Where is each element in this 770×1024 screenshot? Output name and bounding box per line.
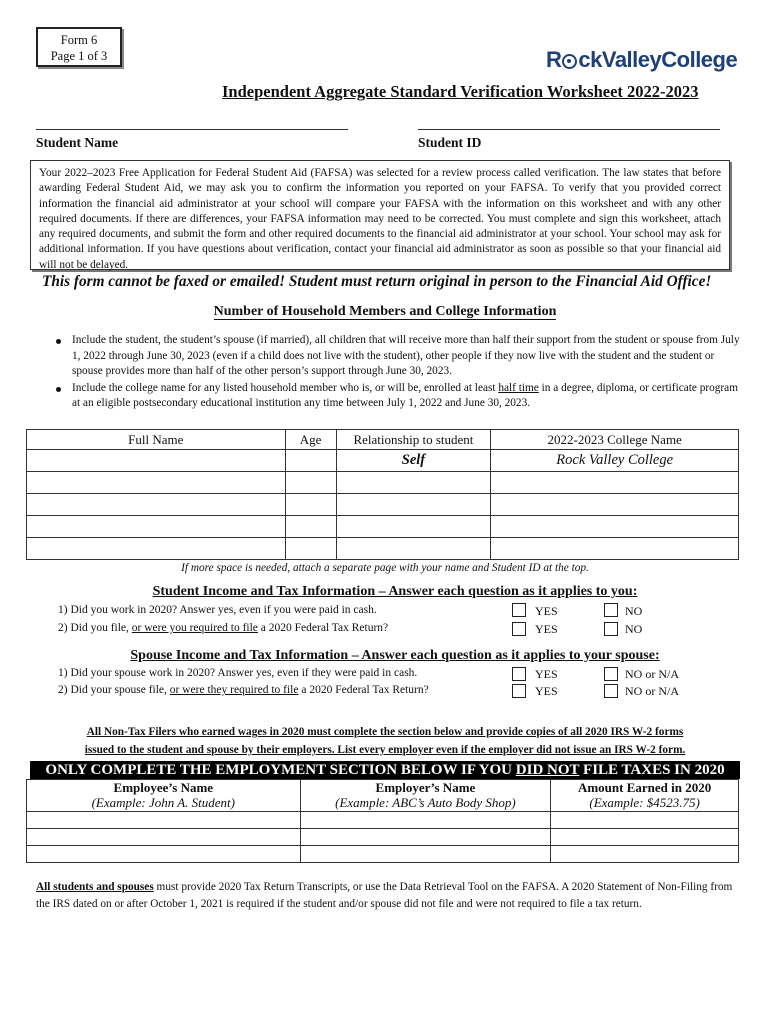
household-heading (0, 304, 770, 320)
warning-message: This form cannot be faxed or emailed! Student must return original in person to the Financial Aid Office! (42, 273, 712, 290)
household-note: If more space is needed, attach a separate page with your name and Student ID at the top. (181, 562, 589, 574)
table-header-row (27, 430, 739, 450)
student-id-label: Student ID (418, 135, 482, 150)
employment-section-banner (30, 761, 740, 779)
column-header-relationship: Relationship to student (336, 430, 491, 450)
employment-table (26, 779, 739, 863)
employer-name-cell[interactable] (300, 829, 551, 846)
student-question-1: 1) Did you work in 2020? Answer yes, even if you were paid in cash. (58, 604, 377, 616)
age-cell[interactable] (285, 472, 336, 494)
yes-label: YES (535, 604, 558, 618)
question-text: 2) Did you file, (58, 622, 132, 634)
amount-cell[interactable] (551, 829, 739, 846)
no-label: NO (625, 604, 643, 618)
bullet-icon (56, 339, 61, 344)
column-header-full-name: Full Name (27, 430, 286, 450)
employee-name-cell[interactable] (27, 829, 301, 846)
full-name-cell[interactable] (27, 494, 286, 516)
student-q1-yes-checkbox[interactable] (512, 603, 526, 617)
spouse-income-heading: Spouse Income and Tax Information – Answer each question as it applies to your spouse: (130, 648, 660, 663)
yes-label: YES (535, 667, 558, 681)
student-id-field[interactable] (418, 129, 720, 130)
logo-o-icon (562, 54, 577, 69)
table-row (27, 516, 739, 538)
table-row (27, 846, 739, 863)
age-cell[interactable] (285, 538, 336, 560)
yes-label: YES (535, 622, 558, 636)
logo-text-rest: ckValleyCollege (578, 47, 738, 72)
college-cell[interactable]: Rock Valley College (491, 450, 739, 472)
amount-header-label: Amount Earned in 2020 (577, 780, 712, 795)
amount-example: (Example: $4523.75) (589, 795, 700, 810)
spouse-q1-yes-checkbox[interactable] (512, 667, 526, 681)
question-text-underlined: or were they required to file (169, 684, 299, 696)
bullet-text: in a degree, diploma, or certificate program at an eligible postsecondary educational institution any time between July 1, 2022 and June 30, 2023. (72, 381, 738, 409)
column-header-amount (551, 780, 739, 812)
relationship-cell[interactable]: Self (336, 450, 491, 472)
employee-name-cell[interactable] (27, 846, 301, 863)
column-header-employee (27, 780, 301, 812)
table-row (27, 472, 739, 494)
spouse-q1-no-checkbox[interactable] (604, 667, 618, 681)
question-text: 2) Did your spouse file, (58, 684, 170, 696)
table-row (27, 538, 739, 560)
intro-text-box: Your 2022–2023 Free Application for Federal Student Aid (FAFSA) was selected for a review process called verification. The law states that before awarding Federal Student Aid, we may ask you to confirm the information you reported on your FAFSA. To verify that you provided correct information the financial aid administrator at your school will compare your FAFSA with the information on this worksheet and with any other required documents. If there are differences, your FAFSA information may need to be corrected. You must complete and sign this worksheet, attach any required documents, and submit the form and other required documents to the financial aid administrator at your school. Your school may ask for additional information. If you have questions about verification, contact your financial aid administrator as soon as possible so that your financial aid will not be delayed. (30, 160, 730, 270)
college-logo (546, 47, 737, 73)
employer-name-cell[interactable] (300, 812, 551, 829)
form-number: Form 6 (60, 33, 98, 47)
form-number-box (36, 27, 122, 67)
banner-text: FILE TAXES IN 2020 (579, 762, 725, 778)
spouse-question-2 (58, 684, 429, 696)
no-label: NO or N/A (625, 684, 679, 698)
employer-header-label: Employer’s Name (375, 780, 476, 795)
full-name-cell[interactable] (27, 450, 286, 472)
household-heading-text: Number of Household Members and College Information (213, 304, 557, 319)
full-name-cell[interactable] (27, 472, 286, 494)
employer-example: (Example: ABC’s Auto Body Shop) (335, 795, 516, 810)
student-question-2 (58, 622, 388, 634)
footer-bold-text: All students and spouses (36, 881, 154, 893)
yes-label: YES (535, 684, 558, 698)
table-row (27, 450, 739, 472)
relationship-cell[interactable] (336, 494, 491, 516)
employee-name-cell[interactable] (27, 812, 301, 829)
list-item (56, 381, 746, 412)
student-income-heading: Student Income and Tax Information – Answer each question as it applies to you: (152, 584, 638, 599)
relationship-cell[interactable] (336, 538, 491, 560)
table-row (27, 494, 739, 516)
bullet-text-underlined: half time (498, 381, 539, 394)
spouse-q2-yes-checkbox[interactable] (512, 684, 526, 698)
nontax-instruction-line2: issued to the student and spouse by their employers. List every employer even if the employer did not issue an IRS W-2 form. (84, 744, 686, 756)
student-q2-no-checkbox[interactable] (604, 622, 618, 636)
bullet-text: Include the college name for any listed household member who is, or will be, enrolled at least (72, 381, 499, 394)
page-title: Independent Aggregate Standard Verification Worksheet 2022-2023 (222, 82, 699, 101)
full-name-cell[interactable] (27, 516, 286, 538)
footer-text (36, 879, 736, 913)
footer-body-text: must provide 2020 Tax Return Transcripts, or use the Data Retrieval Tool on the FAFSA. A 2020 Statement of Non-Filing from the IRS dated on or after October 1, 2021 is required if the student and/or spouse did not file and were not required to file a tax return. (36, 881, 733, 910)
relationship-cell[interactable] (336, 472, 491, 494)
no-label: NO (625, 622, 643, 636)
table-row (27, 829, 739, 846)
list-item (56, 333, 746, 380)
spouse-q2-no-checkbox[interactable] (604, 684, 618, 698)
age-cell[interactable] (285, 450, 336, 472)
student-q2-yes-checkbox[interactable] (512, 622, 526, 636)
student-q1-no-checkbox[interactable] (604, 603, 618, 617)
relationship-cell[interactable] (336, 516, 491, 538)
employee-example: (Example: John A. Student) (91, 795, 236, 810)
table-header-row (27, 780, 739, 812)
college-cell[interactable] (491, 516, 739, 538)
amount-cell[interactable] (551, 846, 739, 863)
age-cell[interactable] (285, 516, 336, 538)
household-table (26, 429, 739, 560)
college-cell[interactable] (491, 494, 739, 516)
college-cell[interactable] (491, 538, 739, 560)
column-header-age: Age (285, 430, 336, 450)
full-name-cell[interactable] (27, 538, 286, 560)
no-label: NO or N/A (625, 667, 679, 681)
student-name-label: Student Name (36, 135, 119, 150)
page-number: Page 1 of 3 (50, 49, 108, 63)
banner-text-underlined: DID NOT (515, 762, 580, 778)
column-header-employer (300, 780, 551, 812)
logo-text-r: R (546, 47, 562, 72)
spouse-question-1: 1) Did your spouse work in 2020? Answer yes, even if they were paid in cash. (58, 667, 418, 679)
employer-name-cell[interactable] (300, 846, 551, 863)
bullet-icon (56, 387, 61, 392)
nontax-instruction-line1: All Non-Tax Filers who earned wages in 2020 must complete the section below and provide copies of all 2020 IRS W-2 forms (86, 726, 684, 738)
amount-cell[interactable] (551, 812, 739, 829)
bullet-text: Include the student, the student’s spouse (if married), all children that will receive more than half their support from the student or spouse from July 1, 2022 through June 30, 2023 (even if a child does not live with the student), other people if they now live with the student and the student or spouse provides more than half of the other person’s support through June 30, 2023. (72, 334, 740, 377)
student-name-field[interactable] (36, 129, 348, 130)
question-text-underlined: or were you required to file (131, 622, 258, 634)
college-cell[interactable] (491, 472, 739, 494)
table-row (27, 812, 739, 829)
question-text: a 2020 Federal Tax Return? (257, 622, 389, 634)
age-cell[interactable] (285, 494, 336, 516)
banner-text: ONLY COMPLETE THE EMPLOYMENT SECTION BELOW IF YOU (45, 762, 516, 778)
household-bullets (56, 333, 746, 413)
employee-header-label: Employee’s Name (113, 780, 214, 795)
column-header-college: 2022-2023 College Name (491, 430, 739, 450)
question-text: a 2020 Federal Tax Return? (298, 684, 429, 696)
